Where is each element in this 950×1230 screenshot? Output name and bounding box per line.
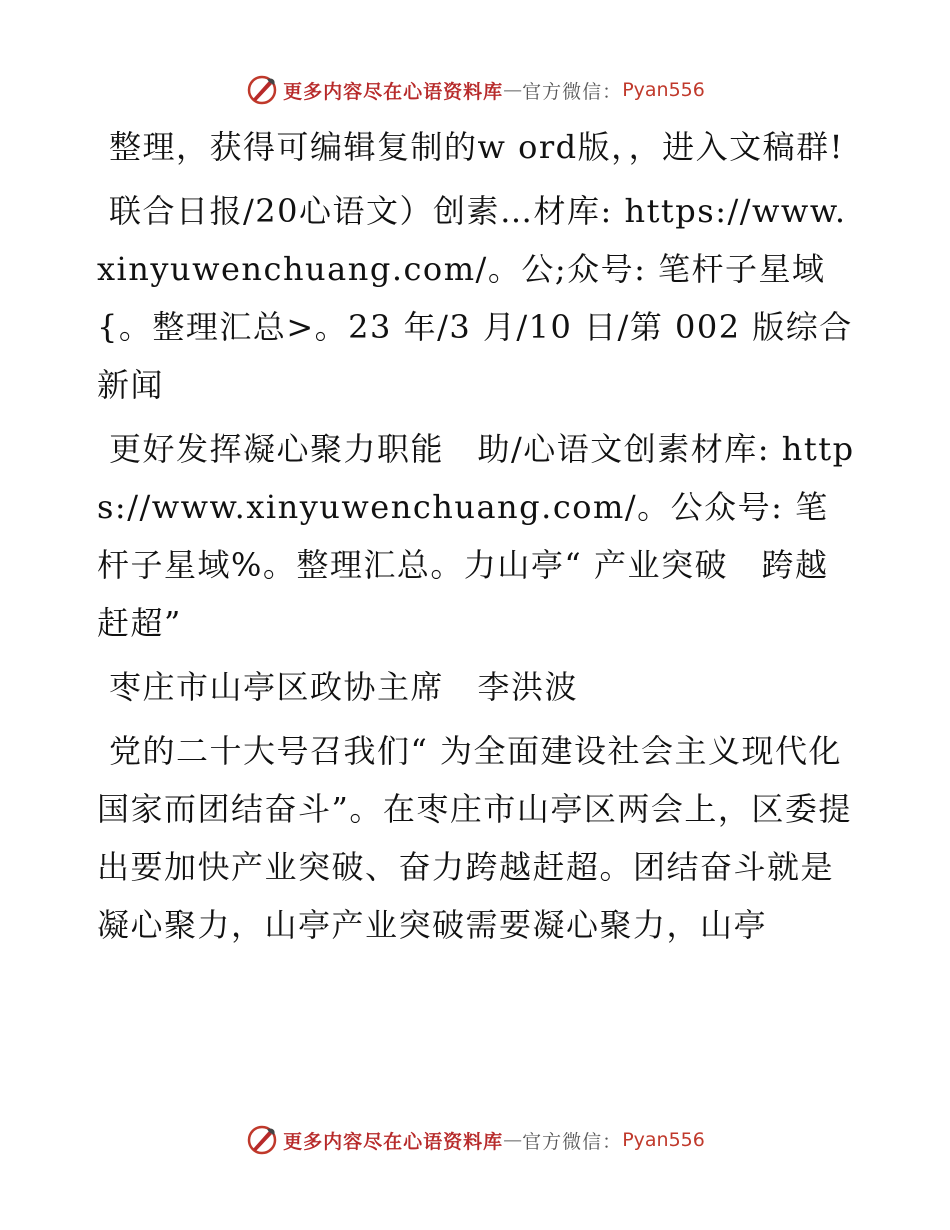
footer-brand-text: 更多内容尽在心语资料库: [283, 1130, 504, 1153]
footer-official-label: 官方微信：: [522, 1130, 623, 1153]
paragraph-body: 党的二十大号召我们“ 为全面建设社会主义现代化国家而团结奋斗”。在枣庄市山亭区两会上，区委提出要加快产业突破、奋力跨越赶超。团结奋斗就是凝心聚力，山亭产业突破需要凝心聚力，山亭: [97, 732, 852, 944]
document-body: [97, 118, 857, 960]
header-dash: —: [503, 79, 523, 101]
quill-logo-icon: [245, 1123, 279, 1157]
paragraph-author: 枣庄市山亭区政协主席 李洪波: [109, 668, 579, 706]
header-wechat-id: Pyan556: [622, 79, 705, 101]
paragraph-intro: 整理，获得可编辑复制的w ord版，，进入文稿群!: [109, 128, 844, 166]
paragraph-source: 联合日报/20心语文）创素…材库: https://www.xinyuwenchuang.com/。公;众号: 笔杆子星域{。整理汇总>。23 年/3 月/10 日/第 002 版综合新闻: [97, 192, 853, 404]
footer-wechat-id: Pyan556: [622, 1129, 705, 1151]
paragraph-title: 更好发挥凝心聚力职能 助/心语文创素材库: https://www.xinyuwenchuang.com/。公众号: 笔杆子星域%。整理汇总。力山亭“ 产业突破 跨越赶超”: [97, 430, 855, 642]
quill-logo-icon: [245, 73, 279, 107]
header-watermark-banner: [0, 70, 950, 110]
header-official-label: 官方微信：: [522, 80, 623, 103]
footer-dash: —: [503, 1129, 523, 1151]
header-brand-text: 更多内容尽在心语资料库: [283, 80, 504, 103]
footer-watermark-banner: [0, 1120, 950, 1160]
